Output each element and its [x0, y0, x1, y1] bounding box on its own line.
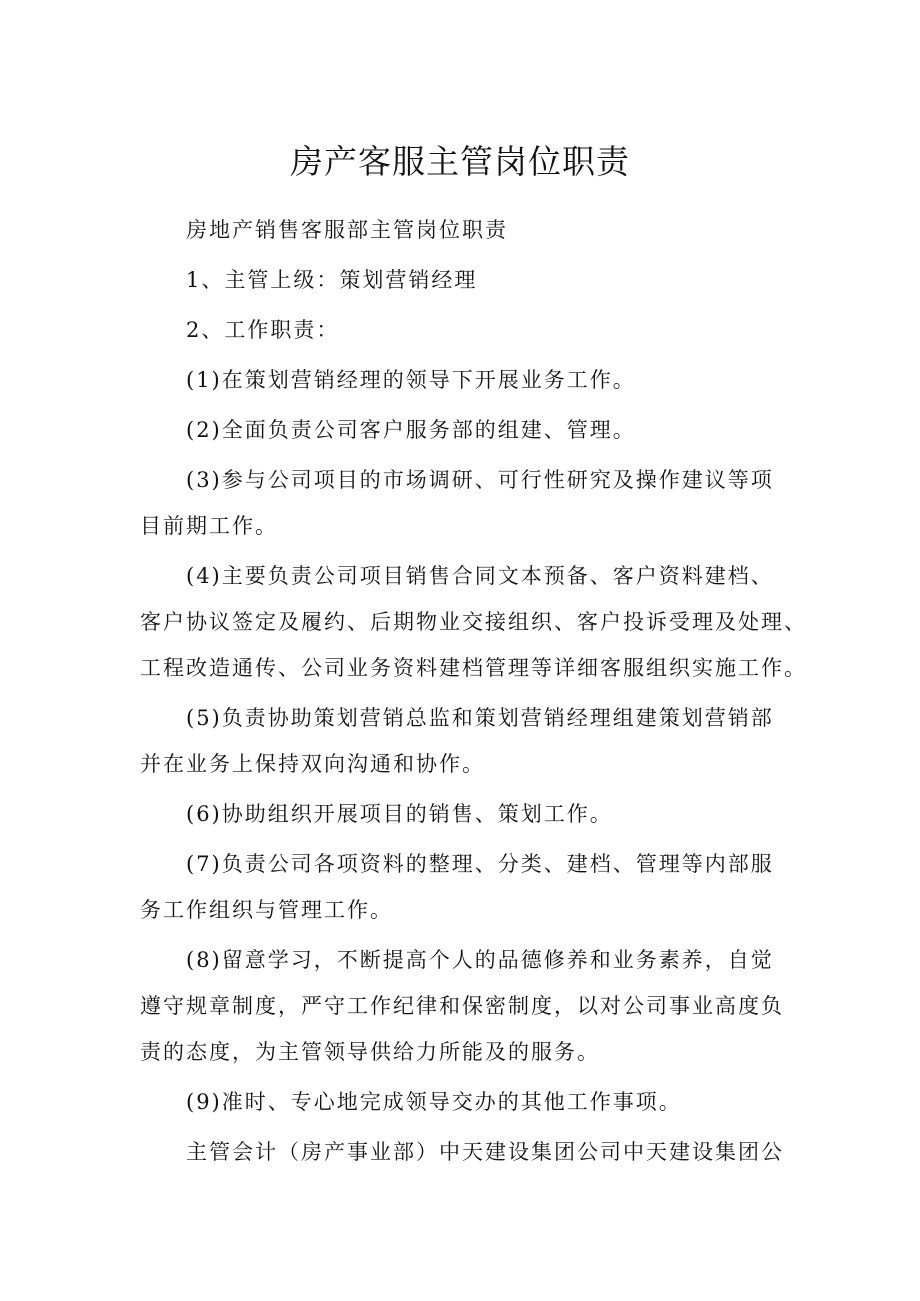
page-title: 房产客服主管岗位职责 — [290, 142, 630, 181]
paragraph-intro — [140, 207, 790, 253]
paragraph-line: (4)主要负责公司项目销售合同文本预备、客户资料建档、 — [186, 564, 774, 588]
paragraph-accountant — [140, 1129, 790, 1175]
paragraph-duty-3 — [140, 457, 790, 549]
paragraph-duties-heading — [140, 307, 790, 353]
paragraph-line: 1、主管上级：策划营销经理 — [186, 268, 478, 292]
paragraph-line: 遵守规章制度，严守工作纪律和保密制度，以对公司事业高度负 — [140, 994, 784, 1018]
paragraph-line: 主管会计（房产事业部）中天建设集团公司中天建设集团公 — [186, 1140, 784, 1164]
paragraph-duty-8 — [140, 937, 790, 1075]
paragraph-duty-5 — [140, 695, 790, 787]
paragraph-line: 目前期工作。 — [140, 514, 278, 538]
paragraph-line: 房地产销售客服部主管岗位职责 — [186, 218, 508, 242]
paragraph-line: (7)负责公司各项资料的整理、分类、建档、管理等内部服 — [186, 852, 774, 876]
paragraph-line: 务工作组织与管理工作。 — [140, 898, 393, 922]
paragraph-line: 工程改造通传、公司业务资料建档管理等详细客服组织实施工作。 — [140, 656, 807, 680]
paragraph-line: 并在业务上保持双向沟通和协作。 — [140, 752, 485, 776]
paragraph-line: 2、工作职责： — [186, 318, 340, 342]
paragraph-duty-2 — [140, 407, 790, 453]
paragraph-line: (1)在策划营销经理的领导下开展业务工作。 — [186, 368, 636, 392]
paragraph-line: (3)参与公司项目的市场调研、可行性研究及操作建议等项 — [186, 468, 774, 492]
paragraph-supervisor — [140, 257, 790, 303]
paragraph-line: (6)协助组织开展项目的销售、策划工作。 — [186, 802, 613, 826]
paragraph-duty-7 — [140, 841, 790, 933]
paragraph-duty-9 — [140, 1079, 790, 1125]
paragraph-duty-4 — [140, 553, 807, 691]
paragraph-line: (2)全面负责公司客户服务部的组建、管理。 — [186, 418, 636, 442]
paragraph-line: (9)准时、专心地完成领导交办的其他工作事项。 — [186, 1090, 682, 1114]
paragraph-line: 责的态度，为主管领导供给力所能及的服务。 — [140, 1040, 600, 1064]
document-body — [140, 207, 807, 1175]
paragraph-line: (8)留意学习，不断提高个人的品德修养和业务素养，自觉 — [186, 948, 774, 972]
paragraph-line: (5)负责协助策划营销总监和策划营销经理组建策划营销部 — [186, 706, 774, 730]
paragraph-duty-1 — [140, 357, 790, 403]
paragraph-duty-6 — [140, 791, 790, 837]
paragraph-line: 客户协议签定及履约、后期物业交接组织、客户投诉受理及处理、 — [140, 610, 807, 634]
